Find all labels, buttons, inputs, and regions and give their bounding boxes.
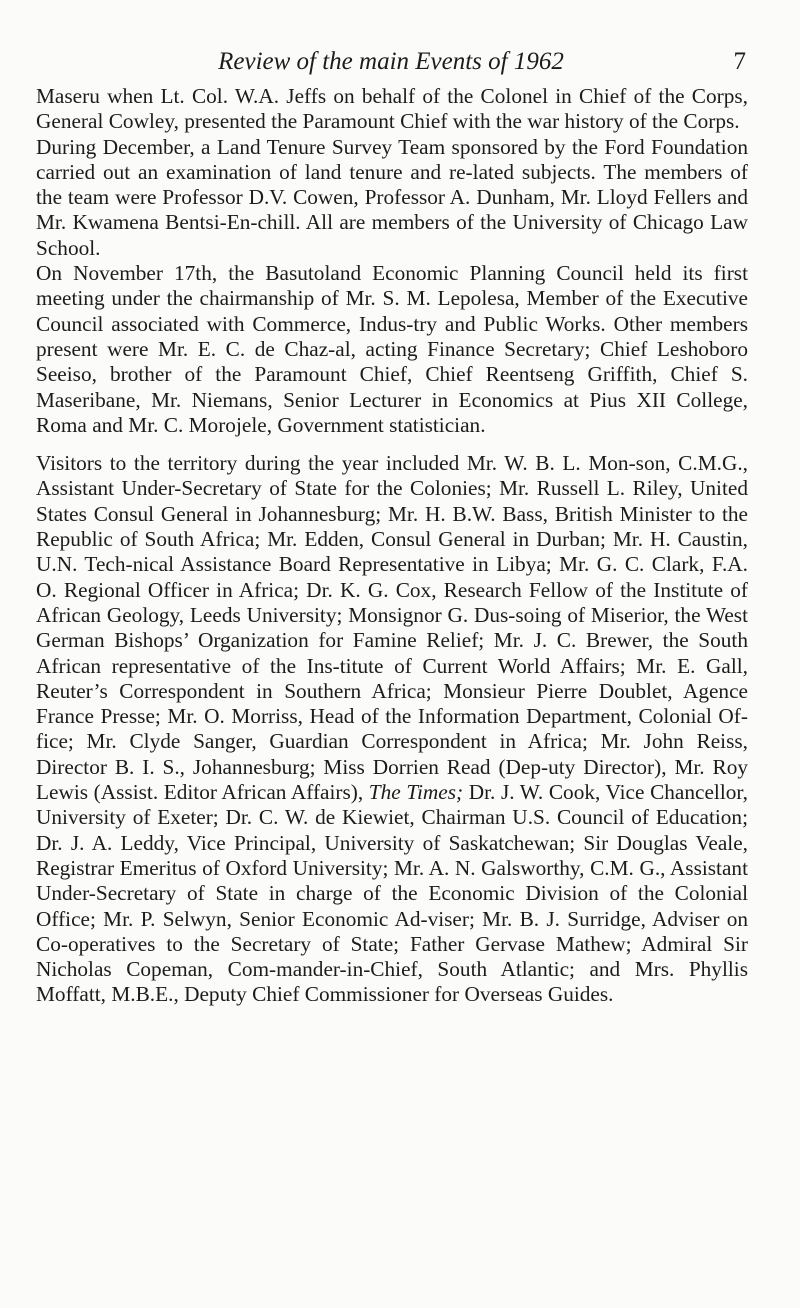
- running-title: Review of the main Events of 1962: [218, 48, 564, 75]
- paragraph-corps-history: Maseru when Lt. Col. W.A. Jeffs on behalf of the Colonel in Chief of the Corps, General Cowley, presented the Paramount Chief with the war history of the Corps.: [36, 84, 748, 134]
- visitors-italic-title: The Times;: [368, 780, 464, 805]
- visitors-text-part1: Visitors to the territory during the year included Mr. W. B. L. Mon-son, C.M.G., Assistant Under-Secretary of State for the Colonies; Mr. Russell L. Riley, United States Consul General in Johannesburg; Mr. H. B.W. Bass, British Minister to the Republic of South Africa; Mr. Edden, Consul General in Durban; Mr. H. Caustin, U.N. Tech-nical Assistance Board Representative in Libya; Mr. G. C. Clark, F.A. O. Regional Officer in Africa; Dr. K. G. Cox, Research Fellow of the Institute of African Geology, Leeds University; Monsignor G. Dus-soing of Miserior, the West German Bishops’ Organization for Famine Relief; Mr. J. C. Brewer, the South African representative of the Ins-titute of Current World Affairs; Mr. E. Gall, Reuter’s Correspondent in Southern Africa; Monsieur Pierre Doublet, Agence France Presse; Mr. O. Morriss, Head of the Information Department, Colonial Of-fice; Mr. Clyde Sanger, Guardian Correspondent in Africa; Mr. John Reiss, Director B. I. S., Johannesburg; Miss Dorrien Read (Dep-uty Director), Mr. Roy Lewis (Assist. Editor African Affairs),: [36, 451, 748, 805]
- paragraph-land-tenure: During December, a Land Tenure Survey Team sponsored by the Ford Foundation carried out an examination of land tenure and re-lated subjects. The members of the team were Professor D.V. Cowen, Professor A. Dunham, Mr. Lloyd Fellers and Mr. Kwamena Bentsi-En-chill. All are members of the University of Chicago Law School.: [36, 134, 748, 260]
- body-text: [36, 84, 748, 1008]
- visitors-text-part2: Dr. J. W. Cook, Vice Chancellor, University of Exeter; Dr. C. W. de Kiewiet, Chairman U.S. Council of Education; Dr. J. A. Leddy, Vice Principal, University of Saskatchewan; Sir Douglas Veale, Registrar Emeritus of Oxford University; Mr. A. N. Galsworthy, C.M. G., Assistant Under-Secretary of State in charge of the Economic Division of the Colonial Office; Mr. P. Selwyn, Senior Economic Ad-viser; Mr. B. J. Surridge, Adviser on Co-operatives to the Secretary of State; Father Gervase Mathew; Admiral Sir Nicholas Copeman, Com-mander-in-Chief, South Atlantic; and Mrs. Phyllis Moffatt, M.B.E., Deputy Chief Commissioner for Overseas Guides.: [36, 780, 748, 1007]
- paragraph-visitors: [36, 451, 748, 1008]
- paragraph-planning-council: On November 17th, the Basutoland Economic Planning Council held its first meeting under the chairmanship of Mr. S. M. Lepolesa, Member of the Executive Council associated with Commerce, Indus-try and Public Works. Other members present were Mr. E. C. de Chaz-al, acting Finance Secretary; Chief Leshoboro Seeiso, brother of the Paramount Chief, Chief Reentseng Griffith, Chief S. Maseribane, Mr. Niemans, Senior Lecturer in Economics at Pius XII College, Roma and Mr. C. Morojele, Government statistician.: [36, 261, 748, 437]
- page-number: 7: [733, 48, 746, 75]
- page-header: [36, 48, 746, 82]
